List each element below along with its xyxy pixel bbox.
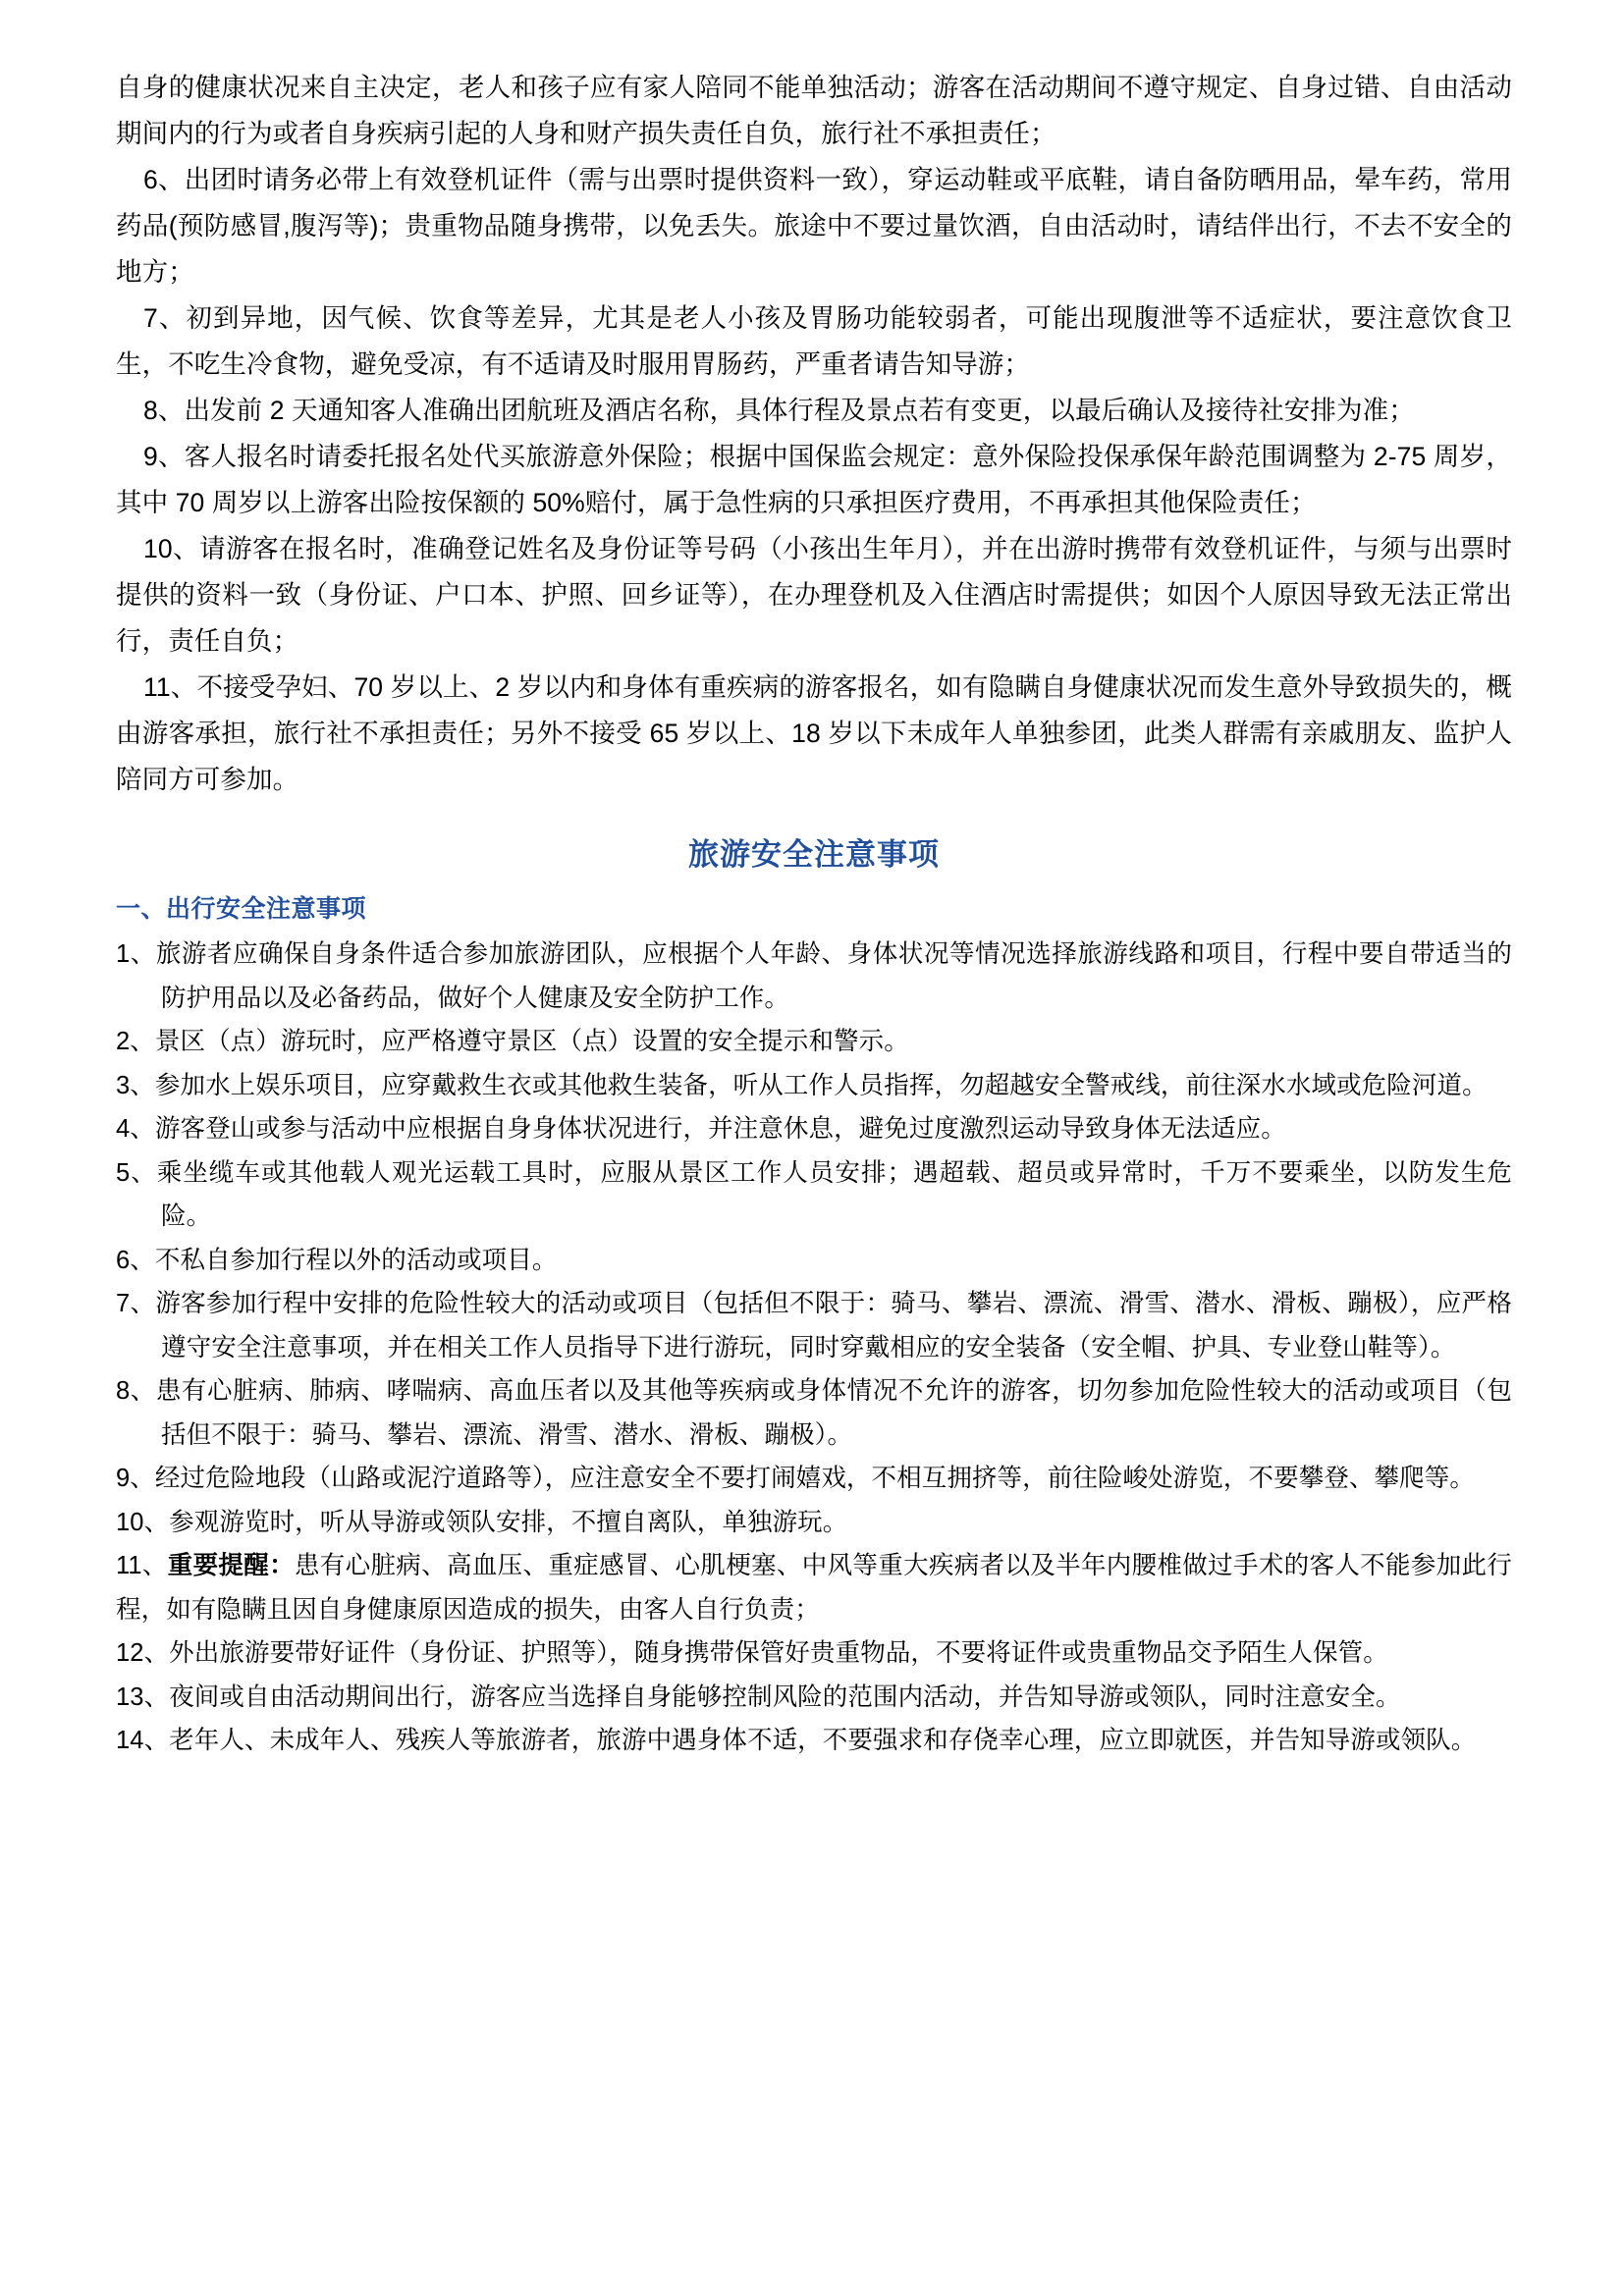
list-item: 12、外出旅游要带好证件（身份证、护照等），随身携带保管好贵重物品，不要将证件或贵重物品交予陌生人保管。 bbox=[116, 1639, 1388, 1667]
top-paragraph: 自身的健康状况来自主决定，老人和孩子应有家人陪同不能单独活动；游客在活动期间不遵守规定、自身过错、自由活动期间内的行为或者自身疾病引起的人身和财产损失责任自负，旅行社不承担责任； bbox=[116, 73, 1512, 148]
list-item: 5、乘坐缆车或其他载人观光运载工具时，应服从景区工作人员安排；遇超载、超员或异常时，千万不要乘坐，以防发生危险。 bbox=[116, 1158, 1512, 1230]
top-paragraph: 9、客人报名时请委托报名处代买旅游意外保险；根据中国保监会规定：意外保险投保承保年龄范围调整为 2-75 周岁，其中 70 周岁以上游客出险按保额的 50%赔付，属于急性病的只承担医疗费用，不再承担其他保险责任； bbox=[116, 442, 1512, 517]
list-item: 3、参加水上娱乐项目，应穿戴救生衣或其他救生装备，听从工作人员指挥，勿超越安全警戒线，前往深水水域或危险河道。 bbox=[116, 1071, 1488, 1099]
list-item: 7、游客参加行程中安排的危险性较大的活动或项目（包括但不限于：骑马、攀岩、漂流、滑雪、潜水、滑板、蹦极），应严格遵守安全注意事项，并在相关工作人员指导下进行游玩，同时穿戴相应的安全装备（安全帽、护具、专业登山鞋等）。 bbox=[116, 1290, 1512, 1362]
list-item: 2、景区（点）游玩时，应严格遵守景区（点）设置的安全提示和警示。 bbox=[116, 1028, 909, 1055]
list-item: 10、参观游览时，听从导游或领队安排，不擅自离队，单独游玩。 bbox=[116, 1508, 848, 1536]
top-paragraph: 10、请游客在报名时，准确登记姓名及身份证等号码（小孩出生年月），并在出游时携带有效登机证件，与须与出票时提供的资料一致（身份证、户口本、护照、回乡证等），在办理登机及入住酒店时需提供；如因个人原因导致无法正常出行，责任自负； bbox=[116, 534, 1512, 656]
safety-notice-list bbox=[116, 933, 1512, 1763]
list-item: 1、旅游者应确保自身条件适合参加旅游团队，应根据个人年龄、身体状况等情况选择旅游线路和项目，行程中要自带适当的防护用品以及必备药品，做好个人健康及安全防护工作。 bbox=[116, 940, 1512, 1012]
list-item: 9、经过危险地段（山路或泥泞道路等），应注意安全不要打闹嬉戏，不相互拥挤等，前往险峻处游览，不要攀登、攀爬等。 bbox=[116, 1465, 1475, 1492]
page-title: 旅游安全注意事项 bbox=[688, 837, 940, 872]
top-paragraph: 6、出团时请务必带上有效登机证件（需与出票时提供资料一致），穿运动鞋或平底鞋，请自备防晒用品，晕车药，常用药品(预防感冒,腹泻等)；贵重物品随身携带，以免丢失。旅途中不要过量饮酒，自由活动时，请结伴出行，不去不安全的地方； bbox=[116, 165, 1512, 287]
top-paragraph: 11、不接受孕妇、70 岁以上、2 岁以内和身体有重疾病的游客报名，如有隐瞒自身健康状况而发生意外导致损失的，概由游客承担，旅行社不承担责任；另外不接受 65 岁以上、18 岁以下未成年人单独参团，此类人群需有亲戚朋友、监护人陪同方可参加。 bbox=[116, 672, 1512, 794]
top-paragraph: 7、初到异地，因气候、饮食等差异，尤其是老人小孩及胃肠功能较弱者，可能出现腹泄等不适症状，要注意饮食卫生，不吃生冷食物，避免受凉，有不适请及时服用胃肠药，严重者请告知导游； bbox=[116, 303, 1512, 379]
list-item: 14、老年人、未成年人、残疾人等旅游者，旅游中遇身体不适，不要强求和存侥幸心理，应立即就医，并告知导游或领队。 bbox=[116, 1727, 1477, 1754]
list-item: 13、夜间或自由活动期间出行，游客应当选择自身能够控制风险的范围内活动，并告知导游或领队，同时注意安全。 bbox=[116, 1682, 1401, 1711]
important-notice-label: 重要提醒： bbox=[167, 1552, 295, 1579]
section-subheading: 一、出行安全注意事项 bbox=[116, 895, 367, 923]
list-item: 8、患有心脏病、肺病、哮喘病、高血压者以及其他等疾病或身体情况不允许的游客，切勿参加危险性较大的活动或项目（包括但不限于：骑马、攀岩、漂流、滑雪、潜水、滑板、蹦极）。 bbox=[116, 1377, 1512, 1449]
list-item: 6、不私自参加行程以外的活动或项目。 bbox=[116, 1246, 558, 1274]
top-paragraph: 8、出发前 2 天通知客人准确出团航班及酒店名称，具体行程及景点若有变更，以最后确认及接待社安排为准； bbox=[143, 396, 1415, 425]
list-item: 4、游客登山或参与活动中应根据自身身体状况进行，并注意休息，避免过度激烈运动导致身体无法适应。 bbox=[116, 1115, 1286, 1143]
list-item: 11、重要提醒：患有心脏病、高血压、重症感冒、心肌梗塞、中风等重大疾病者以及半年内腰椎做过手术的客人不能参加此行程，如有隐瞒且因自身健康原因造成的损失，由客人自行负责； bbox=[116, 1552, 1512, 1624]
top-continuation-block bbox=[116, 65, 1512, 803]
